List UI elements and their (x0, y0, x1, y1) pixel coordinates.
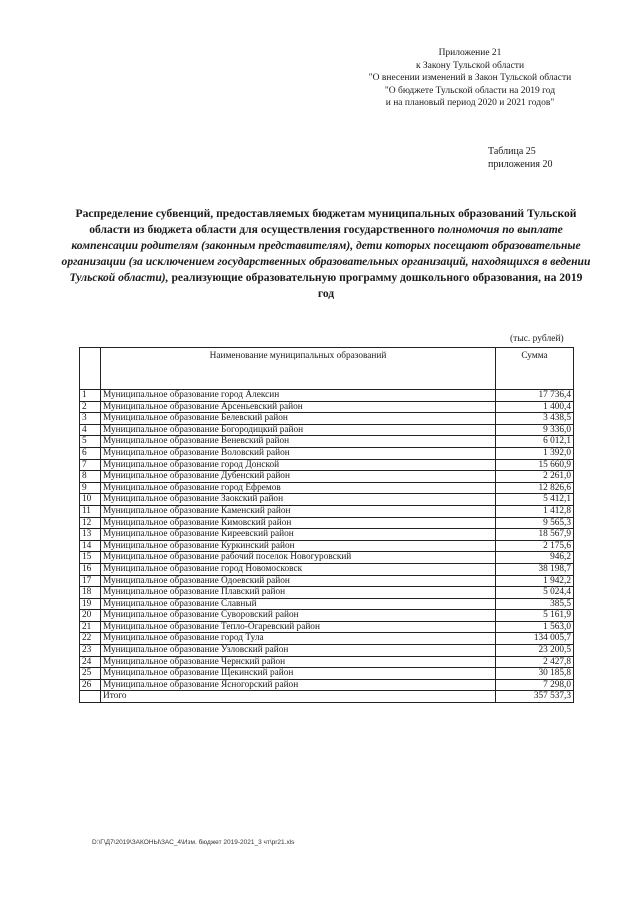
row-name: Муниципальное образование Щекинский район (101, 668, 496, 680)
table-row (80, 471, 574, 483)
table-row (80, 552, 574, 564)
table-body (80, 390, 574, 703)
row-name: Муниципальное образование Дубенский район (101, 471, 496, 483)
row-sum: 1 392,0 (496, 447, 574, 459)
row-sum: 2 175,6 (496, 540, 574, 552)
table-row (80, 424, 574, 436)
table-row (80, 505, 574, 517)
row-name: Муниципальное образование город Алексин (101, 390, 496, 402)
row-name: Муниципальное образование Тепло-Огаревский район (101, 621, 496, 633)
row-number: 19 (80, 598, 101, 610)
row-number: 23 (80, 645, 101, 657)
table-row (80, 633, 574, 645)
row-number: 17 (80, 575, 101, 587)
table-ref-line: приложения 20 (488, 159, 553, 170)
total-num (80, 691, 101, 703)
row-sum: 23 200,5 (496, 645, 574, 657)
row-sum: 1 942,2 (496, 575, 574, 587)
table-row (80, 436, 574, 448)
row-number: 11 (80, 505, 101, 517)
total-label: Итого (101, 691, 496, 703)
units-label: (тыс. рублей) (510, 334, 564, 344)
row-number: 15 (80, 552, 101, 564)
row-number: 13 (80, 529, 101, 541)
file-path: D:\Г\Д7\2019\ЗАКОНЫ\ЗАС_4\Изм. бюджет 2019-2021_3 чт\pr21.xls (92, 839, 295, 846)
table-row (80, 482, 574, 494)
row-name: Муниципальное образование Белевский район (101, 413, 496, 425)
row-name: Муниципальное образование Чернский район (101, 656, 496, 668)
row-number: 10 (80, 494, 101, 506)
header-sum: Сумма (496, 348, 574, 390)
table-row (80, 413, 574, 425)
row-number: 21 (80, 621, 101, 633)
row-sum: 12 826,6 (496, 482, 574, 494)
table-row (80, 563, 574, 575)
row-sum: 17 736,4 (496, 390, 574, 402)
subsidy-table (79, 347, 574, 703)
row-name: Муниципальное образование Воловский район (101, 447, 496, 459)
row-sum: 18 567,9 (496, 529, 574, 541)
row-name: Муниципальное образование Заокский район (101, 494, 496, 506)
table-row (80, 529, 574, 541)
row-name: Муниципальное образование Одоевский район (101, 575, 496, 587)
row-number: 24 (80, 656, 101, 668)
table-ref-line: Таблица 25 (488, 146, 536, 157)
row-number: 1 (80, 390, 101, 402)
row-number: 26 (80, 679, 101, 691)
row-name: Муниципальное образование Узловский район (101, 645, 496, 657)
row-sum: 1 412,8 (496, 505, 574, 517)
row-number: 3 (80, 413, 101, 425)
table-row (80, 459, 574, 471)
row-name: Муниципальное образование Кимовский район (101, 517, 496, 529)
row-name: Муниципальное образование город Донской (101, 459, 496, 471)
table-row (80, 679, 574, 691)
header-num (80, 348, 101, 390)
row-name: Муниципальное образование Плавский район (101, 587, 496, 599)
row-number: 12 (80, 517, 101, 529)
row-sum: 5 161,9 (496, 610, 574, 622)
row-number: 2 (80, 401, 101, 413)
row-number: 7 (80, 459, 101, 471)
table-row (80, 540, 574, 552)
row-sum: 134 005,7 (496, 633, 574, 645)
row-number: 6 (80, 447, 101, 459)
total-sum: 357 537,3 (496, 691, 574, 703)
table-row (80, 598, 574, 610)
header-name: Наименование муниципальных образований (101, 348, 496, 390)
row-sum: 385,5 (496, 598, 574, 610)
row-number: 14 (80, 540, 101, 552)
header-line: и на плановый период 2020 и 2021 годов" (385, 98, 555, 108)
row-number: 4 (80, 424, 101, 436)
table-row (80, 668, 574, 680)
row-sum: 3 438,5 (496, 413, 574, 425)
total-row (80, 691, 574, 703)
table-row (80, 390, 574, 402)
row-name: Муниципальное образование Славный (101, 598, 496, 610)
row-sum: 2 427,8 (496, 656, 574, 668)
title-part: Распределение субвенций, предоставляемых бюджетам муниципальных образований Тульской области из бюджета области для осуществления государственного (75, 207, 577, 236)
table-row (80, 401, 574, 413)
row-name: Муниципальное образование Ясногорский район (101, 679, 496, 691)
table-row (80, 587, 574, 599)
row-sum: 15 660,9 (496, 459, 574, 471)
table-row (80, 621, 574, 633)
header-line: Приложение 21 (438, 48, 502, 58)
row-number: 22 (80, 633, 101, 645)
document-title (60, 206, 592, 302)
row-name: Муниципальное образование город Тула (101, 633, 496, 645)
row-number: 20 (80, 610, 101, 622)
row-name: Муниципальное образование Каменский район (101, 505, 496, 517)
table-row (80, 610, 574, 622)
row-sum: 38 198,7 (496, 563, 574, 575)
row-sum: 7 298,0 (496, 679, 574, 691)
table-row (80, 494, 574, 506)
table-row (80, 656, 574, 668)
row-sum: 9 565,3 (496, 517, 574, 529)
row-name: Муниципальное образование рабочий поселок Новогуровский (101, 552, 496, 564)
header-line: "О бюджете Тульской области на 2019 год (384, 85, 556, 96)
row-name: Муниципальное образование Богородицкий район (101, 424, 496, 436)
header-line: "О внесении изменений в Закон Тульской области (368, 73, 572, 83)
row-sum: 1 563,0 (496, 621, 574, 633)
row-sum: 6 012,1 (496, 436, 574, 448)
row-name: Муниципальное образование Веневский район (101, 436, 496, 448)
table-row (80, 575, 574, 587)
table-row (80, 447, 574, 459)
row-sum: 946,2 (496, 552, 574, 564)
row-sum: 5 412,1 (496, 494, 574, 506)
row-number: 16 (80, 563, 101, 575)
table-reference (488, 145, 552, 171)
row-name: Муниципальное образование Куркинский район (101, 540, 496, 552)
row-name: Муниципальное образование город Новомосковск (101, 563, 496, 575)
row-sum: 5 024,4 (496, 587, 574, 599)
title-part: реализующие образовательную программу дошкольного образования, на 2019 год (171, 271, 583, 300)
row-name: Муниципальное образование Суворовский район (101, 610, 496, 622)
row-name: Муниципальное образование Киреевский район (101, 529, 496, 541)
table-header-row (80, 348, 574, 390)
row-name: Муниципальное образование Арсеньевский район (101, 401, 496, 413)
row-number: 9 (80, 482, 101, 494)
row-sum: 1 400,4 (496, 401, 574, 413)
title-part-italic: полномочия по выплате компенсации родителям (законным представителям), дети которых посещают образовательные организации (за исключением государственных образовательных организаций, находящихся в ведении Тульской области), (61, 223, 591, 284)
row-sum: 2 261,0 (496, 471, 574, 483)
row-number: 18 (80, 587, 101, 599)
appendix-header (355, 47, 585, 110)
table-row (80, 517, 574, 529)
row-sum: 9 336,0 (496, 424, 574, 436)
row-sum: 30 185,8 (496, 668, 574, 680)
row-number: 8 (80, 471, 101, 483)
row-name: Муниципальное образование город Ефремов (101, 482, 496, 494)
table-row (80, 645, 574, 657)
header-line: к Закону Тульской области (415, 60, 525, 71)
row-number: 5 (80, 436, 101, 448)
row-number: 25 (80, 668, 101, 680)
